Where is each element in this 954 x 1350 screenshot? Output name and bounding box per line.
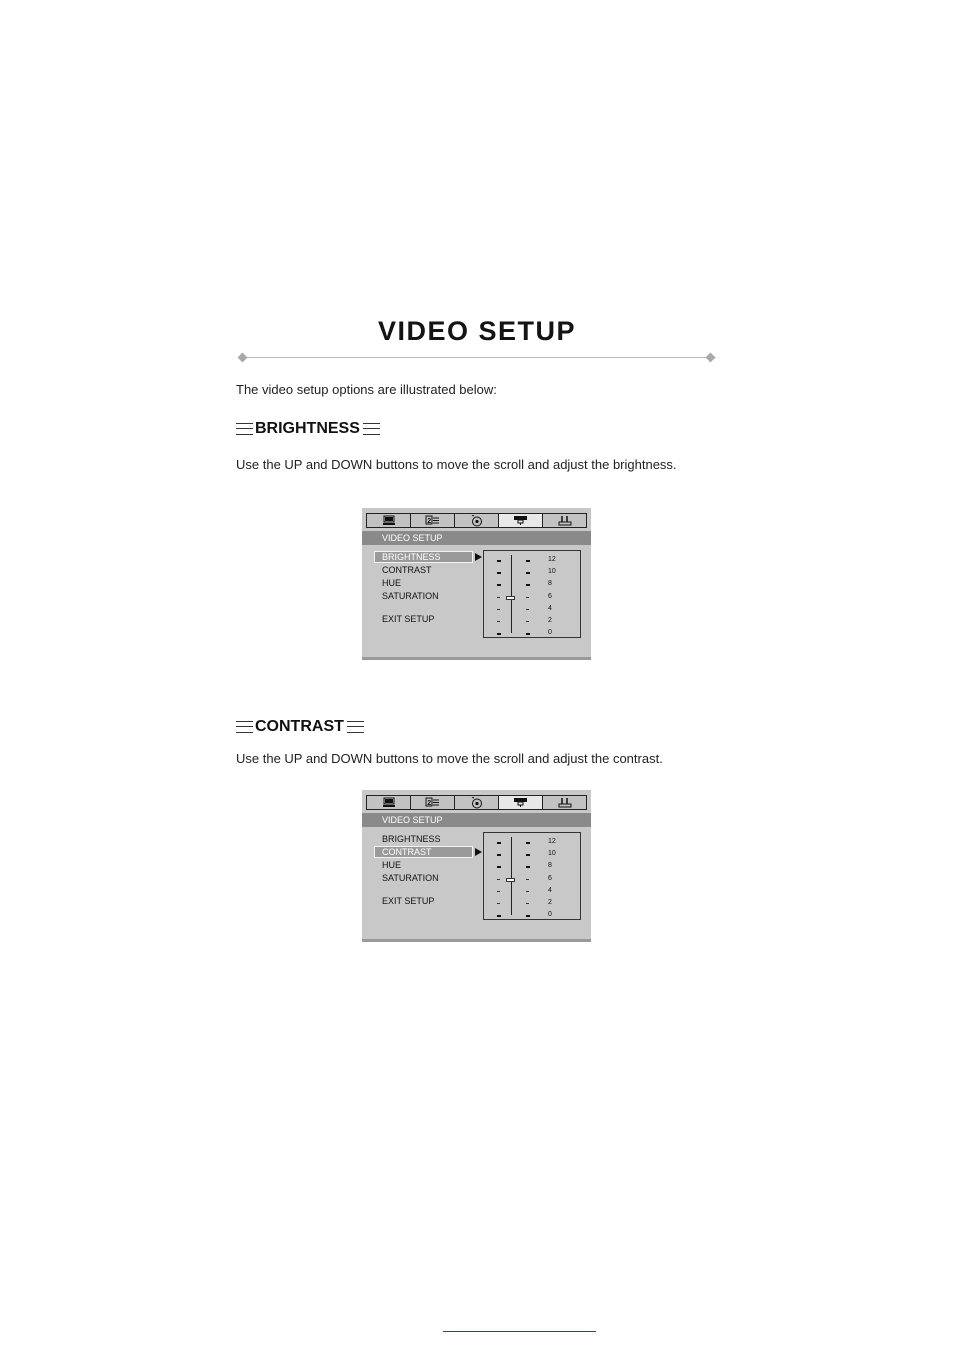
adjust-scale [483, 832, 581, 920]
video-icon [513, 515, 528, 526]
scale-tick [497, 597, 500, 598]
adjust-scale [483, 550, 581, 638]
scale-label: 0 [548, 629, 552, 637]
scale-label: 10 [548, 850, 556, 858]
osd-tab-audio[interactable] [455, 796, 499, 809]
osd-tab-video[interactable] [499, 796, 543, 809]
title-divider [238, 357, 716, 358]
scale-label: 0 [548, 911, 552, 919]
osd-tab-bar [366, 513, 587, 528]
osd-tab-monitor[interactable] [367, 796, 411, 809]
osd-tab-language[interactable] [411, 514, 455, 527]
scale-tick [526, 903, 529, 904]
menu-item-brightness[interactable]: BRIGHTNESS [382, 834, 441, 844]
scale-tick [526, 584, 530, 586]
menu-item-contrast[interactable]: CONTRAST [382, 847, 432, 857]
language-icon [425, 797, 440, 808]
scale-tick [526, 609, 529, 610]
scale-tick [526, 854, 530, 856]
scale-tick [526, 842, 530, 844]
brightness-heading [236, 420, 380, 438]
video-icon [513, 797, 528, 808]
scale-tick [526, 915, 530, 917]
osd-tab-speaker[interactable] [543, 514, 586, 527]
scale-tick [526, 633, 530, 635]
selection-arrow-icon [475, 848, 482, 856]
osd-header-text: VIDEO SETUP [382, 533, 443, 543]
divider-right-diamond-icon [706, 353, 716, 363]
scale-label: 2 [548, 617, 552, 624]
scale-tick [497, 633, 501, 635]
scale-tick [526, 572, 530, 574]
contrast-description: Use the UP and DOWN buttons to move the scroll and adjust the contrast. [236, 751, 663, 766]
scale-track[interactable] [511, 555, 512, 633]
heading-lines-icon [347, 721, 364, 733]
page-title: VIDEO SETUP [377, 316, 577, 346]
monitor-icon [382, 797, 396, 808]
osd-tab-bar [366, 795, 587, 810]
scale-tick [497, 915, 501, 917]
osd-tab-video[interactable] [499, 514, 543, 527]
scale-label: 6 [548, 592, 552, 600]
osd-menu-contrast [362, 790, 591, 942]
brightness-heading-text: BRIGHTNESS [255, 420, 360, 437]
menu-item-hue[interactable]: HUE [382, 578, 402, 588]
menu-item-exit-setup[interactable]: EXIT SETUP [382, 896, 435, 906]
menu-item-exit-setup[interactable]: EXIT SETUP [382, 614, 435, 624]
contrast-heading-text: CONTRAST [255, 718, 344, 735]
scale-tick [497, 560, 501, 562]
menu-item-brightness[interactable]: BRIGHTNESS [382, 552, 441, 562]
scale-tick [526, 879, 529, 880]
scale-label: 8 [548, 580, 552, 588]
heading-lines-icon [363, 423, 380, 435]
menu-item-hue[interactable]: HUE [382, 860, 402, 870]
scroll-knob[interactable] [506, 878, 515, 882]
scale-tick [497, 903, 500, 904]
selection-arrow-icon [475, 553, 482, 561]
osd-header [362, 531, 591, 545]
heading-lines-icon [236, 423, 253, 435]
scale-tick [526, 866, 530, 868]
scroll-knob[interactable] [506, 596, 515, 600]
scale-label: 2 [548, 899, 552, 906]
scale-label: 12 [548, 556, 556, 563]
scale-tick [497, 584, 501, 586]
osd-header-text: VIDEO SETUP [382, 815, 443, 825]
osd-tab-language[interactable] [411, 796, 455, 809]
osd-bottom-bar [362, 939, 591, 942]
menu-item-contrast[interactable]: CONTRAST [382, 565, 432, 575]
scale-tick [497, 621, 500, 622]
osd-tab-monitor[interactable] [367, 514, 411, 527]
scale-label: 6 [548, 874, 552, 882]
scale-tick [497, 609, 500, 610]
scale-label: 10 [548, 568, 556, 576]
audio-icon [470, 797, 484, 809]
scale-label: 12 [548, 838, 556, 845]
scale-tick [526, 891, 529, 892]
heading-lines-icon [236, 721, 253, 733]
svg-text:2: 2 [427, 800, 432, 807]
scale-tick [497, 572, 501, 574]
scale-tick [497, 854, 501, 856]
contrast-heading [236, 718, 364, 736]
osd-tab-audio[interactable] [455, 514, 499, 527]
monitor-icon [382, 515, 396, 526]
speaker-icon [558, 797, 572, 808]
osd-menu-brightness [362, 508, 591, 660]
scale-tick [497, 891, 500, 892]
svg-text:2: 2 [427, 518, 432, 525]
menu-item-saturation[interactable]: SATURATION [382, 591, 439, 601]
scale-tick [526, 621, 529, 622]
intro-text: The video setup options are illustrated below: [236, 382, 497, 397]
brightness-description: Use the UP and DOWN buttons to move the scroll and adjust the brightness. [236, 457, 677, 472]
scale-tick [497, 842, 501, 844]
scale-track[interactable] [511, 837, 512, 915]
scale-label: 8 [548, 862, 552, 870]
divider-left-diamond-icon [238, 353, 248, 363]
scale-tick [526, 597, 529, 598]
osd-header [362, 813, 591, 827]
osd-tab-speaker[interactable] [543, 796, 586, 809]
speaker-icon [558, 515, 572, 526]
language-icon [425, 515, 440, 526]
menu-item-saturation[interactable]: SATURATION [382, 873, 439, 883]
osd-bottom-bar [362, 657, 591, 660]
audio-icon [470, 515, 484, 527]
footer-link-underline[interactable] [443, 1331, 596, 1332]
scale-tick [497, 879, 500, 880]
scale-tick [497, 866, 501, 868]
scale-label: 4 [548, 886, 552, 894]
scale-tick [526, 560, 530, 562]
scale-label: 4 [548, 604, 552, 612]
